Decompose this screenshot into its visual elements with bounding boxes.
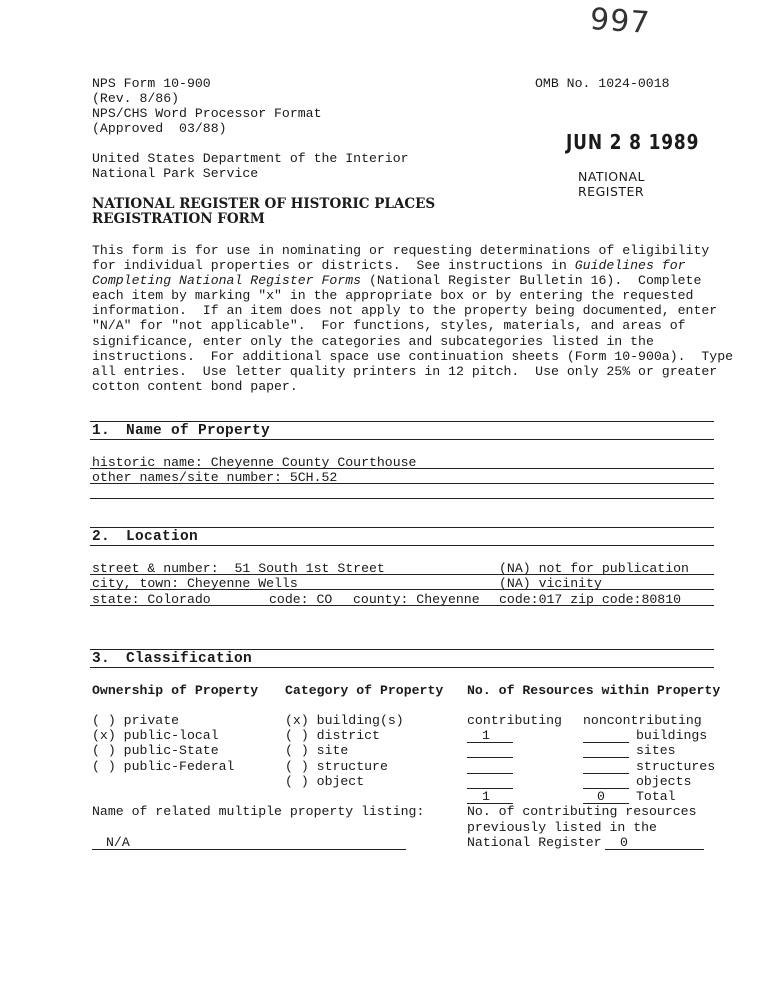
instructions-line: cotton content bond paper. — [92, 378, 298, 394]
contributing-buildings-value: 1 — [482, 728, 490, 743]
divider — [90, 468, 714, 469]
divider — [90, 574, 714, 575]
agency-department: United States Department of the Interior — [92, 151, 409, 166]
national-register-count: 0 — [620, 835, 628, 850]
category-structure: ( ) structure — [285, 759, 388, 774]
resource-label-objects: objects — [636, 774, 692, 789]
section-3-number: 3. — [92, 651, 111, 667]
section-3-title: Classification — [126, 651, 253, 667]
blank-line — [467, 742, 513, 743]
related-listing-value: N/A — [106, 835, 130, 850]
noncontributing-label: noncontributing — [583, 713, 702, 728]
instructions-line: (National Register Bulletin 16). Complete — [361, 273, 702, 289]
section-1-number: 1. — [92, 423, 111, 439]
blank-line — [467, 788, 513, 789]
category-district: ( ) district — [285, 728, 380, 743]
national-register-line — [605, 849, 704, 850]
resource-label-buildings: buildings — [636, 728, 708, 743]
historic-name-field: historic name: Cheyenne County Courthouse — [92, 455, 417, 470]
ownership-public-local: (x) public-local — [92, 728, 219, 743]
national-register-label: National Register — [467, 835, 602, 850]
category-buildings: (x) building(s) — [285, 713, 404, 728]
previously-listed-line-2: previously listed in the — [467, 820, 657, 835]
handwritten-number: 997 — [588, 1, 652, 42]
omb-number: OMB No. 1024-0018 — [535, 76, 670, 91]
form-title-line-2: REGISTRATION FORM — [92, 211, 265, 227]
divider — [90, 589, 714, 590]
state-code-field: code: CO — [269, 592, 333, 607]
stamp-register: REGISTER — [578, 184, 645, 199]
blank-line — [467, 757, 513, 758]
instructions-line: information. If an item does not apply to the property being documented, enter — [92, 303, 718, 319]
blank-line — [467, 773, 513, 774]
contributing-total-value: 1 — [482, 789, 490, 804]
resource-label-sites: sites — [636, 743, 676, 758]
instructions-line: "N/A" for "not applicable". For functions, styles, materials, and areas of — [92, 318, 686, 334]
section-2-title: Location — [126, 529, 199, 545]
divider — [90, 527, 714, 528]
form-title-line-1: NATIONAL REGISTER OF HISTORIC PLACES — [92, 196, 436, 212]
blank-line — [583, 788, 629, 789]
form-format: NPS/CHS Word Processor Format — [92, 106, 322, 121]
city-field: city, town: Cheyenne Wells — [92, 576, 298, 591]
contributing-label: contributing — [467, 713, 562, 728]
previously-listed-line-1: No. of contributing resources — [467, 804, 697, 819]
divider — [90, 667, 714, 668]
category-header: Category of Property — [285, 683, 444, 698]
divider — [90, 483, 714, 484]
category-site: ( ) site — [285, 743, 349, 758]
stamp-national: NATIONAL — [578, 169, 645, 184]
vicinity-field: (NA) vicinity — [499, 576, 602, 591]
section-1-title: Name of Property — [126, 423, 271, 439]
divider — [90, 421, 714, 422]
instructions-line: for individual properties or districts. See instructions in — [92, 258, 575, 274]
resource-label-structures: structures — [636, 759, 716, 774]
street-field: street & number: 51 South 1st Street — [92, 561, 385, 576]
form-revision: (Rev. 8/86) — [92, 91, 180, 106]
received-stamp-date: JUN 2 8 1989 — [566, 130, 700, 154]
form-approved: (Approved 03/88) — [92, 121, 227, 136]
other-names-field: other names/site number: 5CH.52 — [92, 470, 338, 485]
category-object: ( ) object — [285, 774, 365, 789]
agency-service: National Park Service — [92, 166, 259, 181]
divider — [90, 498, 714, 499]
form-number: NPS Form 10-900 — [92, 76, 211, 91]
not-for-publication-field: (NA) not for publication — [499, 561, 689, 576]
related-listing-label: Name of related multiple property listing: — [92, 804, 425, 819]
related-listing-line — [92, 849, 406, 850]
instructions-line: significance, enter only the categories and subcategories listed in the — [92, 333, 654, 349]
ownership-public-federal: ( ) public-Federal — [92, 759, 235, 774]
instructions-line: all entries. Use letter quality printers in 12 pitch. Use only 25% or greater — [92, 363, 718, 379]
instructions-paragraph — [92, 243, 734, 394]
instructions-line: each item by marking "x" in the appropriate box or by entering the requested — [92, 288, 694, 304]
divider — [90, 649, 714, 650]
county-code-zip-field: code:017 zip code:80810 — [499, 592, 682, 607]
instructions-guidelines-title-cont: Completing National Register Forms — [92, 273, 362, 289]
state-field: state: Colorado — [92, 592, 211, 607]
blank-line — [583, 773, 629, 774]
noncontributing-total-value: 0 — [597, 789, 605, 804]
ownership-header: Ownership of Property — [92, 683, 259, 698]
divider — [90, 545, 714, 546]
resource-label-total: Total — [636, 789, 676, 804]
instructions-line: instructions. For additional space use continuation sheets (Form 10-900a). Type — [92, 348, 734, 364]
instructions-guidelines-title: Guidelines for — [574, 258, 686, 274]
blank-line — [583, 757, 629, 758]
ownership-public-state: ( ) public-State — [92, 743, 219, 758]
county-field: county: Cheyenne — [353, 592, 480, 607]
blank-line — [583, 742, 629, 743]
instructions-line: This form is for use in nominating or requesting determinations of eligibility — [92, 243, 710, 258]
divider — [90, 439, 714, 440]
ownership-private: ( ) private — [92, 713, 180, 728]
resources-header: No. of Resources within Property — [467, 683, 721, 698]
divider — [90, 605, 714, 606]
section-2-number: 2. — [92, 529, 111, 545]
